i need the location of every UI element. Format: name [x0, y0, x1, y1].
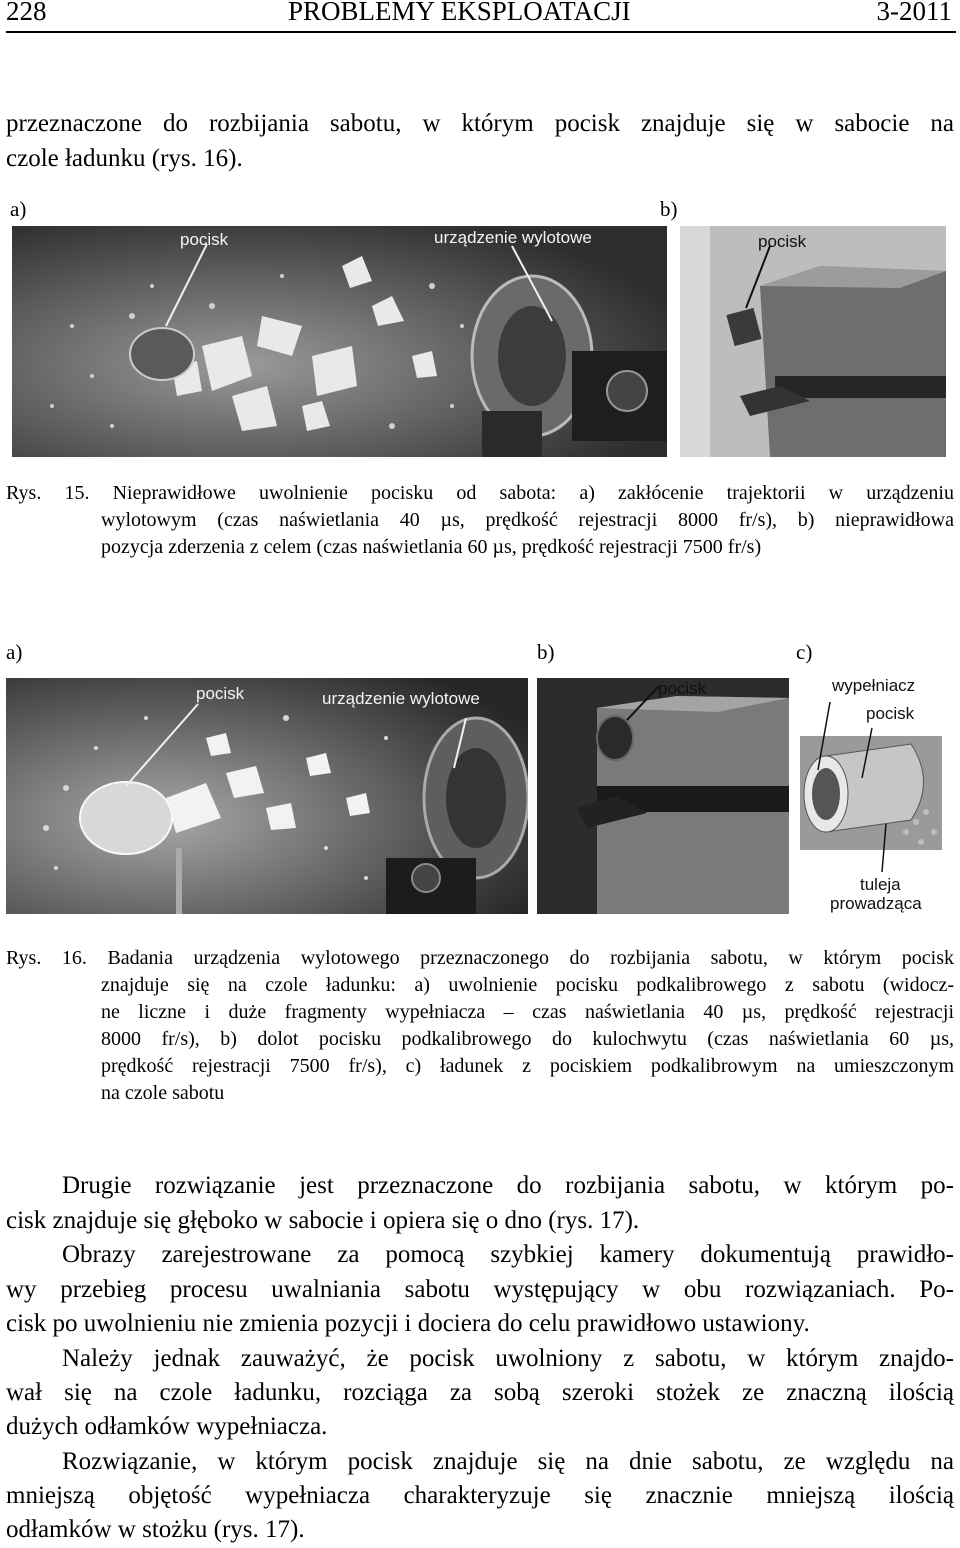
journal-title: PROBLEMY EKSPLOATACJI [288, 0, 631, 26]
fig15-caption-line-3: pozycja zderzenia z celem (czas naświetlania 60 µs, prędkość rejestracji 7500 fr/s) [101, 536, 762, 558]
intro-line-2: czole ładunku (rys. 16). [6, 145, 243, 172]
fig16-photo-a-illustration [6, 678, 528, 914]
running-header [0, 0, 960, 34]
paragraph-2-line-1: Obrazy zarejestrowane za pomocą szybkiej kamery dokumentują prawidło- [62, 1241, 954, 1268]
fig16-panel-a-label: a) [6, 640, 23, 664]
fig16-panel-c-label: c) [796, 640, 813, 664]
fig16a-label-projectile: pocisk [196, 684, 245, 703]
fig16c-label-projectile: pocisk [866, 704, 915, 723]
fig16-photo-b-illustration [537, 678, 789, 914]
fig16a-label-muzzle-device: urządzenie wylotowe [322, 689, 480, 708]
fig16c-label-guide-sleeve-1: tuleja [860, 875, 901, 894]
fig16-caption-line-3: ne liczne i duże fragmenty wypełniacza – czas naświetlania 40 µs, prędkość rejestracji [101, 1001, 954, 1023]
fig15-panel-a-label: a) [10, 197, 27, 221]
fig15a-label-projectile: pocisk [180, 230, 229, 249]
paragraph-2-line-2: wy przebieg procesu uwalniania sabotu występujący w obu rozwiązaniach. Po- [6, 1276, 954, 1303]
paragraph-2-line-3: cisk po uwolnieniu nie zmienia pozycji i dociera do celu prawidłowo ustawiony. [6, 1310, 810, 1337]
fig15-caption-line-2: wylotowym (czas naświetlania 40 µs, prędkość rejestracji 8000 fr/s), b) nieprawidłowa [101, 509, 954, 531]
fig16-caption-line-1: Rys. 16. Badania urządzenia wylotowego przeznaczonego do rozbijania sabotu, w którym pocisk [6, 947, 954, 969]
fig15-caption-line-1: Rys. 15. Nieprawidłowe uwolnienie pocisku od sabota: a) zakłócenie trajektorii w urządzeniu [6, 482, 954, 504]
fig16c-label-guide-sleeve-2: prowadząca [830, 894, 922, 913]
issue-number: 3-2011 [876, 0, 952, 26]
fig16-photo-b [537, 678, 789, 914]
paragraph-4-line-1: Rozwiązanie, w którym pocisk znajduje się na dnie sabotu, ze względu na [62, 1448, 954, 1475]
fig16-photo-c [796, 672, 946, 916]
paragraph-3-line-3: dużych odłamków wypełniacza. [6, 1413, 328, 1440]
fig16-caption-line-5: prędkość rejestracji 7500 fr/s), c) ładunek z pociskiem podkalibrowym na umieszczonym [101, 1055, 954, 1077]
header-rule [6, 31, 956, 33]
fig16-photo-a [6, 678, 528, 914]
paragraph-1-line-2: cisk znajduje się głęboko w sabocie i opiera się o dno (rys. 17). [6, 1207, 640, 1234]
paragraph-3-line-2: wał się na czole ładunku, rozciąga za sobą szeroki stożek ze znaczną ilością [6, 1379, 954, 1406]
fig15-photo-a-illustration [12, 226, 667, 457]
fig15-panel-b-label: b) [660, 197, 678, 221]
fig15-photo-a [12, 226, 667, 457]
fig16-caption-line-6: na czole sabotu [101, 1082, 225, 1104]
fig15-photo-b [680, 226, 946, 457]
paragraph-3-line-1: Należy jednak zauważyć, że pocisk uwolniony z sabotu, w którym znajdo- [62, 1345, 954, 1372]
paragraph-4-line-2: mniejszą objętość wypełniacza charakteryzuje się znacznie mniejszą ilością [6, 1482, 954, 1509]
fig16-panel-b-label: b) [537, 640, 555, 664]
page-number: 228 [6, 0, 47, 26]
intro-line-1: przeznaczone do rozbijania sabotu, w którym pocisk znajduje się w sabocie na [6, 110, 954, 137]
paragraph-4-line-3: odłamków w stożku (rys. 17). [6, 1516, 305, 1543]
fig15b-label-projectile: pocisk [758, 232, 807, 251]
fig15-photo-b-illustration [680, 226, 946, 457]
paragraph-1-line-1: Drugie rozwiązanie jest przeznaczone do rozbijania sabotu, w którym po- [62, 1172, 954, 1199]
fig16-caption-line-2: znajduje się na czole ładunku: a) uwolnienie pocisku podkalibrowego z sabotu (widocz- [101, 974, 954, 996]
fig16-caption-line-4: 8000 fr/s), b) dolot pocisku podkalibrowego do kulochwytu (czas naświetlania 60 µs, [101, 1028, 954, 1050]
fig16c-label-filler: wypełniacz [832, 676, 916, 695]
fig15a-label-muzzle-device: urządzenie wylotowe [434, 228, 592, 247]
fig16b-label-projectile: pocisk [658, 679, 707, 698]
